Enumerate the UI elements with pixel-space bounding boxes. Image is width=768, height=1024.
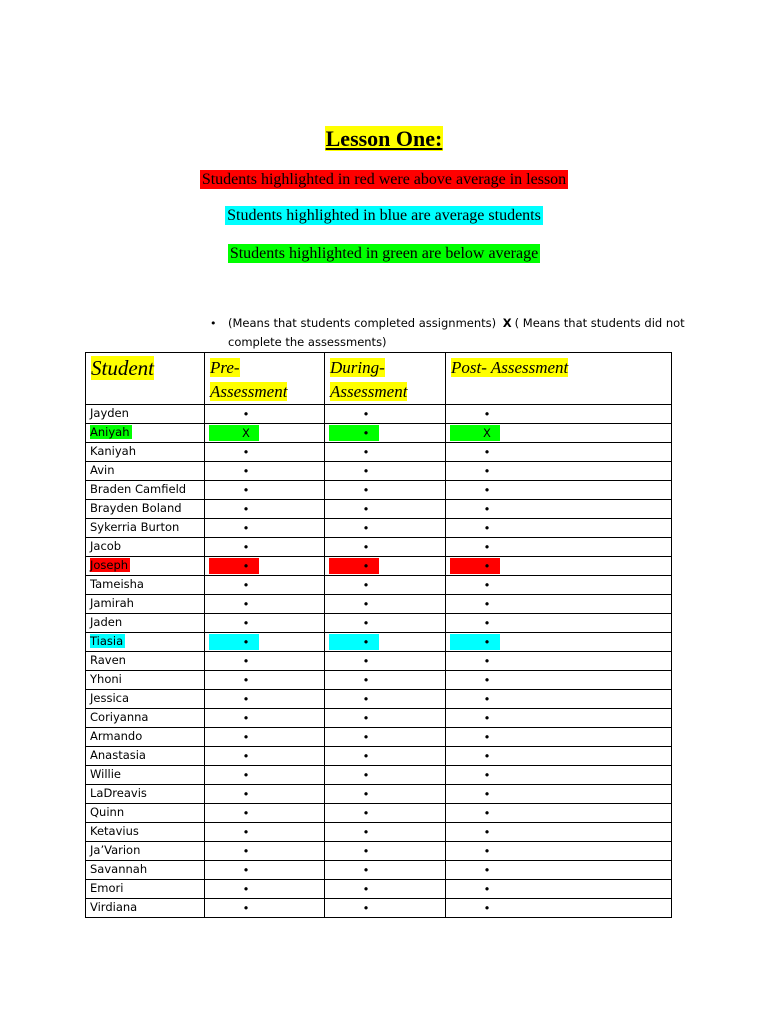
student-name: LaDreavis <box>86 785 205 804</box>
header-during-assessment: During- Assessment <box>325 353 446 405</box>
table-row <box>86 842 672 861</box>
during-assessment-mark: • <box>325 595 446 614</box>
post-assessment-mark: • <box>446 785 672 804</box>
student-name: Emori <box>86 880 205 899</box>
post-assessment-mark: • <box>446 861 672 880</box>
pre-assessment-mark: • <box>205 538 325 557</box>
post-assessment-mark: • <box>446 481 672 500</box>
table-row <box>86 880 672 899</box>
note-completed-text: (Means that students completed assignments) <box>228 316 497 330</box>
pre-assessment-mark: • <box>205 462 325 481</box>
pre-assessment-mark: X <box>205 424 325 443</box>
during-assessment-mark: • <box>325 424 446 443</box>
post-assessment-mark: • <box>446 671 672 690</box>
student-name: Anastasia <box>86 747 205 766</box>
legend-green: Students highlighted in green are below average <box>229 245 539 262</box>
post-assessment-mark: • <box>446 823 672 842</box>
table-header-row <box>86 353 672 405</box>
post-assessment-mark: • <box>446 633 672 652</box>
during-assessment-mark: • <box>325 576 446 595</box>
pre-assessment-mark: • <box>205 519 325 538</box>
post-assessment-mark: • <box>446 519 672 538</box>
table-row <box>86 785 672 804</box>
pre-assessment-mark: • <box>205 823 325 842</box>
during-assessment-mark: • <box>325 728 446 747</box>
student-name: Tiasia <box>86 633 205 652</box>
assessment-table <box>85 352 672 918</box>
legend-note <box>210 314 688 352</box>
table-row <box>86 823 672 842</box>
pre-assessment-mark: • <box>205 747 325 766</box>
during-assessment-mark: • <box>325 899 446 918</box>
during-assessment-mark: • <box>325 519 446 538</box>
post-assessment-mark: • <box>446 614 672 633</box>
during-assessment-mark: • <box>325 690 446 709</box>
student-name: Aniyah <box>86 424 205 443</box>
post-assessment-mark: • <box>446 690 672 709</box>
post-assessment-mark: • <box>446 443 672 462</box>
student-name: Joseph <box>86 557 205 576</box>
table-row <box>86 519 672 538</box>
pre-assessment-mark: • <box>205 576 325 595</box>
header-pre-assessment: Pre- Assessment <box>205 353 325 405</box>
student-name: Jamirah <box>86 595 205 614</box>
post-assessment-mark: • <box>446 405 672 424</box>
post-assessment-mark: X <box>446 424 672 443</box>
pre-assessment-mark: • <box>205 785 325 804</box>
student-name: Ketavius <box>86 823 205 842</box>
student-name: Willie <box>86 766 205 785</box>
pre-assessment-mark: • <box>205 842 325 861</box>
during-assessment-mark: • <box>325 709 446 728</box>
post-assessment-mark: • <box>446 538 672 557</box>
student-name: Savannah <box>86 861 205 880</box>
post-assessment-mark: • <box>446 728 672 747</box>
during-assessment-mark: • <box>325 633 446 652</box>
during-assessment-mark: • <box>325 785 446 804</box>
post-assessment-mark: • <box>446 747 672 766</box>
student-name: Raven <box>86 652 205 671</box>
pre-assessment-mark: • <box>205 614 325 633</box>
legend-blue: Students highlighted in blue are average students <box>227 207 541 224</box>
post-assessment-mark: • <box>446 709 672 728</box>
student-name: Jacob <box>86 538 205 557</box>
pre-assessment-mark: • <box>205 405 325 424</box>
pre-assessment-mark: • <box>205 652 325 671</box>
post-assessment-mark: • <box>446 842 672 861</box>
student-name: Sykerria Burton <box>86 519 205 538</box>
table-row <box>86 595 672 614</box>
table-row <box>86 481 672 500</box>
during-assessment-mark: • <box>325 462 446 481</box>
pre-assessment-mark: • <box>205 690 325 709</box>
pre-assessment-mark: • <box>205 481 325 500</box>
during-assessment-mark: • <box>325 842 446 861</box>
during-assessment-mark: • <box>325 614 446 633</box>
during-assessment-mark: • <box>325 538 446 557</box>
student-name: Tameisha <box>86 576 205 595</box>
post-assessment-mark: • <box>446 804 672 823</box>
table-row <box>86 690 672 709</box>
table-row <box>86 804 672 823</box>
student-name: Jayden <box>86 405 205 424</box>
pre-assessment-mark: • <box>205 500 325 519</box>
table-row <box>86 633 672 652</box>
pre-assessment-mark: • <box>205 443 325 462</box>
table-row <box>86 424 672 443</box>
post-assessment-mark: • <box>446 576 672 595</box>
post-assessment-mark: • <box>446 766 672 785</box>
table-row <box>86 728 672 747</box>
during-assessment-mark: • <box>325 766 446 785</box>
student-name: Kaniyah <box>86 443 205 462</box>
student-name: Virdiana <box>86 899 205 918</box>
during-assessment-mark: • <box>325 405 446 424</box>
table-row <box>86 671 672 690</box>
student-name: Jessica <box>86 690 205 709</box>
bullet-icon: • <box>210 317 217 330</box>
note-x-symbol: X <box>502 316 512 330</box>
student-name: Avin <box>86 462 205 481</box>
table-row <box>86 747 672 766</box>
pre-assessment-mark: • <box>205 633 325 652</box>
during-assessment-mark: • <box>325 652 446 671</box>
pre-assessment-mark: • <box>205 804 325 823</box>
table-row <box>86 443 672 462</box>
pre-assessment-mark: • <box>205 557 325 576</box>
pre-assessment-mark: • <box>205 880 325 899</box>
during-assessment-mark: • <box>325 880 446 899</box>
table-row <box>86 576 672 595</box>
student-name: Yhoni <box>86 671 205 690</box>
table-row <box>86 500 672 519</box>
student-name: Brayden Boland <box>86 500 205 519</box>
pre-assessment-mark: • <box>205 899 325 918</box>
during-assessment-mark: • <box>325 557 446 576</box>
pre-assessment-mark: • <box>205 595 325 614</box>
pre-assessment-mark: • <box>205 709 325 728</box>
pre-assessment-mark: • <box>205 728 325 747</box>
post-assessment-mark: • <box>446 595 672 614</box>
student-name: Coriyanna <box>86 709 205 728</box>
student-name: Quinn <box>86 804 205 823</box>
pre-assessment-mark: • <box>205 861 325 880</box>
post-assessment-mark: • <box>446 462 672 481</box>
student-name: Jaden <box>86 614 205 633</box>
post-assessment-mark: • <box>446 652 672 671</box>
during-assessment-mark: • <box>325 481 446 500</box>
during-assessment-mark: • <box>325 804 446 823</box>
student-name: Ja’Varion <box>86 842 205 861</box>
header-student: Student <box>86 353 205 405</box>
table-row <box>86 557 672 576</box>
during-assessment-mark: • <box>325 443 446 462</box>
post-assessment-mark: • <box>446 899 672 918</box>
table-row <box>86 614 672 633</box>
student-name: Armando <box>86 728 205 747</box>
during-assessment-mark: • <box>325 861 446 880</box>
pre-assessment-mark: • <box>205 671 325 690</box>
table-row <box>86 538 672 557</box>
legend-red: Students highlighted in red were above average in lesson <box>201 171 567 188</box>
table-row <box>86 405 672 424</box>
post-assessment-mark: • <box>446 557 672 576</box>
during-assessment-mark: • <box>325 671 446 690</box>
table-row <box>86 462 672 481</box>
page-title: Lesson One: <box>325 126 443 151</box>
table-row <box>86 652 672 671</box>
student-name: Braden Camfield <box>86 481 205 500</box>
during-assessment-mark: • <box>325 500 446 519</box>
note-not-completed-text: ( Means that students did not complete the assessments) <box>228 316 685 349</box>
post-assessment-mark: • <box>446 500 672 519</box>
table-row <box>86 899 672 918</box>
post-assessment-mark: • <box>446 880 672 899</box>
header-post-assessment: Post- Assessment <box>446 353 672 405</box>
table-row <box>86 709 672 728</box>
pre-assessment-mark: • <box>205 766 325 785</box>
during-assessment-mark: • <box>325 747 446 766</box>
during-assessment-mark: • <box>325 823 446 842</box>
table-row <box>86 766 672 785</box>
table-row <box>86 861 672 880</box>
